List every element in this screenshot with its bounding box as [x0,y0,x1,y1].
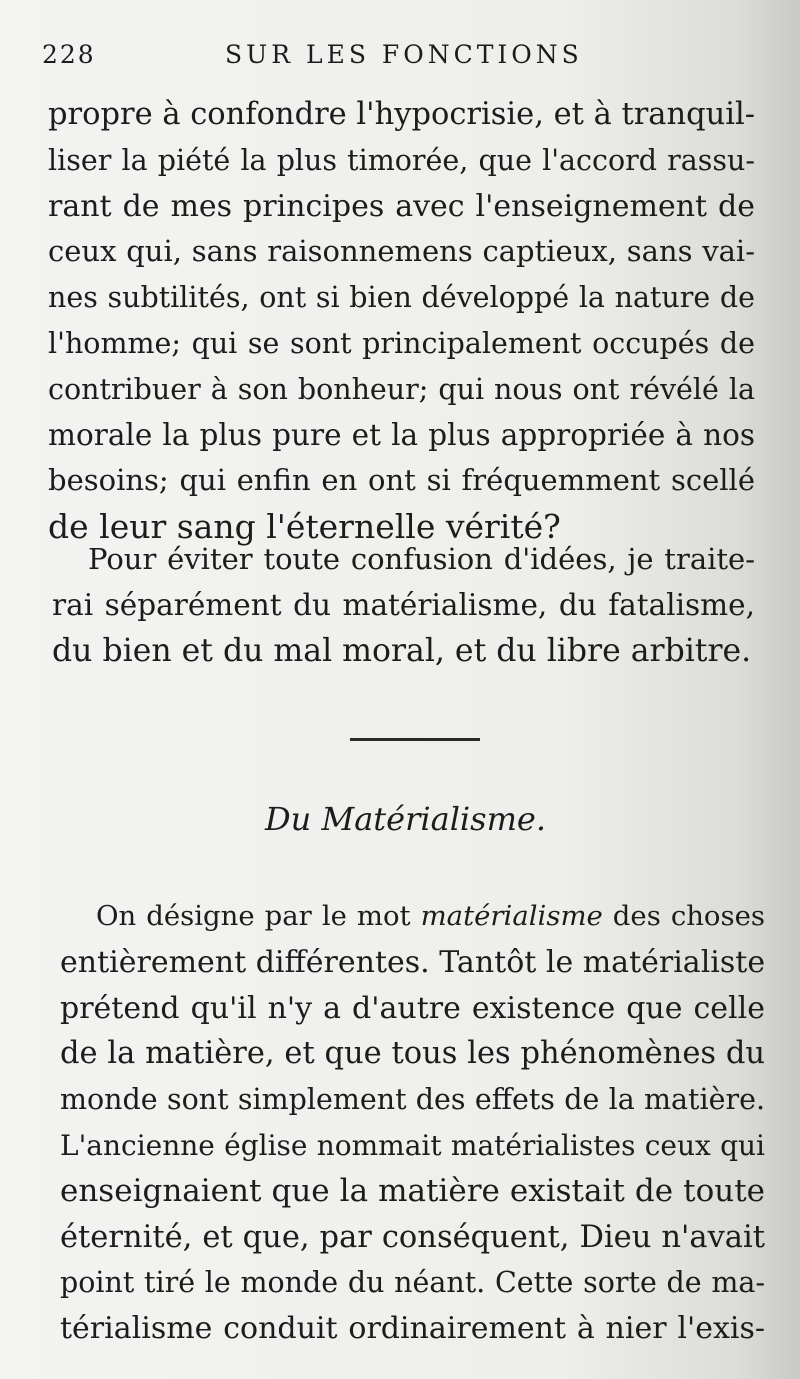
text-line: l'homme; qui se sont principalement occupés de [48,326,755,360]
text-line: morale la plus pure et la plus appropriée à nos [48,417,755,452]
text-line: rant de mes principes avec l'enseignement de [48,188,755,224]
text-line: de leur sang l'éternelle vérité? [48,507,561,547]
page-header [42,40,742,80]
text-segment: des choses [602,900,765,932]
text-line: de la matière, et que tous les phénomènes du [60,1036,765,1072]
italic-term: matérialisme [420,900,603,932]
text-line: prétend qu'il n'y a d'autre existence que celle [60,990,765,1026]
text-line: L'ancienne église nommait matérialistes ceux qui [60,1128,765,1162]
paragraph-2 [52,537,755,674]
section-divider [350,738,480,741]
text-line: rai séparément du matérialisme, du fatalisme, [52,587,755,622]
text-line: contribuer à son bonheur; qui nous ont révélé la [48,372,755,406]
page-number: 228 [42,40,96,69]
text-line: nes subtilités, ont si bien développé la nature de [48,281,755,315]
text-line: enseignaient que la matière existait de toute [60,1172,765,1209]
text-line: propre à confondre l'hypocrisie, et à tranquil- [48,97,756,132]
text-segment: On désigne par le mot [96,900,421,932]
text-line: térialisme conduit ordinairement à nier l'exis- [60,1311,765,1347]
text-line: point tiré le monde du néant. Cette sorte de ma- [60,1266,765,1300]
running-title: SUR LES FONCTIONS [225,40,583,69]
text-line: entièrement différentes. Tantôt le matérialiste [60,944,766,980]
text-line: éternité, et que, par conséquent, Dieu n'avait [60,1219,765,1255]
text-line: Pour éviter toute confusion d'idées, je traite- [88,542,755,576]
paragraph-3 [60,894,765,1352]
text-line: liser la piété la plus timorée, que l'accord rassu- [48,143,755,177]
text-line: monde sont simplement des effets de la matière. [60,1083,765,1117]
text-line: du bien et du mal moral, et du libre arbitre. [52,632,752,669]
text-line [60,894,765,940]
paragraph-1 [48,92,755,550]
text-line: ceux qui, sans raisonnemens captieux, sans vai- [48,234,755,269]
section-heading: Du Matérialisme. [265,800,547,838]
text-line: besoins; qui enfin en ont si fréquemment scellé [48,463,755,498]
